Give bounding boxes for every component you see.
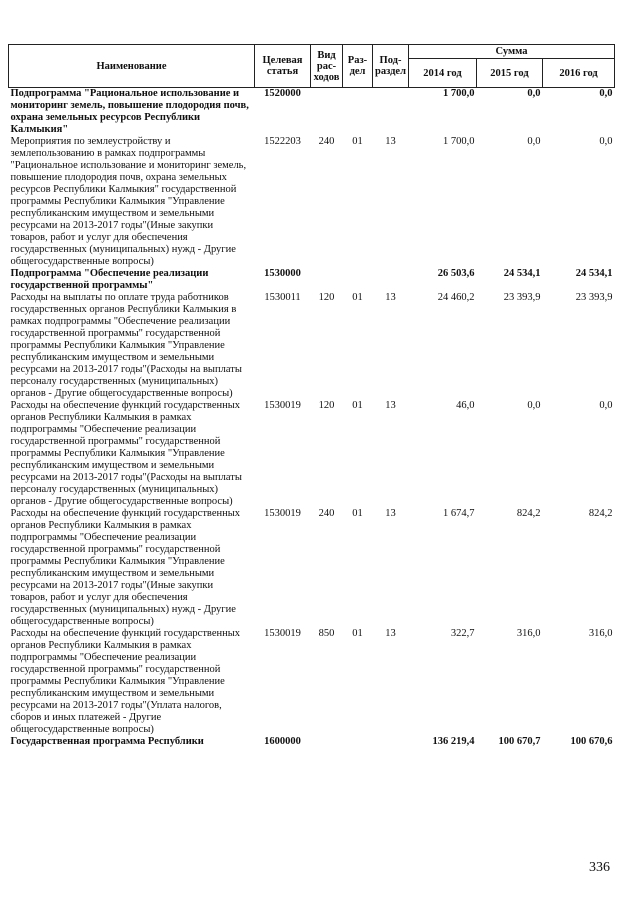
row-name: Мероприятия по землеустройству и землепользованию в рамках подпрограммы "Рациональное использование и мониторинг земель, повышение плодородия почв, охрана земельных ресурсов Республики Калмыкия" государственной программы Республики Калмыкия "Управление республиканским имуществом и земельными ресурсами на 2013-2017 годы"(Иные закупки товаров, работ и услуг для обеспечения государственных (муниципальных) нужд - Другие общегосударственные вопросы) <box>10 136 247 267</box>
table-row <box>9 136 615 268</box>
row-section <box>343 736 373 748</box>
row-amount-2016: 316,0 <box>588 628 613 639</box>
row-amount-2014: 24 460,2 <box>437 292 475 303</box>
row-amount-2014: 322,7 <box>450 628 475 639</box>
row-amount-2015: 100 670,7 <box>498 736 541 747</box>
row-amount-2015: 824,2 <box>516 508 541 519</box>
row-section: 01 <box>352 628 363 639</box>
row-expense-type <box>311 88 343 137</box>
table-row <box>9 508 615 628</box>
row-expense-type: 850 <box>318 628 335 639</box>
row-amount-2014: 1 700,0 <box>443 88 475 99</box>
row-amount-2016: 0,0 <box>599 136 613 147</box>
row-expense-type: 240 <box>318 136 335 147</box>
row-expense-type: 240 <box>318 508 335 519</box>
table-row <box>9 292 615 400</box>
row-section <box>343 268 373 292</box>
row-amount-2015: 24 534,1 <box>503 268 541 279</box>
header-vid: Вид рас-ходов <box>311 45 343 88</box>
row-amount-2016: 23 393,9 <box>575 292 613 303</box>
header-article: Целевая статья <box>255 45 311 88</box>
row-subsection <box>373 88 409 137</box>
row-name: Расходы на выплаты по оплате труда работников государственных органов Республики Калмыкия в рамках подпрограммы "Обеспечение реализации государственной программы" государственной программы Республики Калмыкия "Управление республиканским имуществом и земельными ресурсами на 2013-2017 годы"(Расходы на выплаты персоналу государственных (муниципальных) органов - Другие общегосударственные вопросы) <box>10 292 242 399</box>
row-amount-2014: 136 219,4 <box>432 736 475 747</box>
row-amount-2016: 0,0 <box>599 400 613 411</box>
row-amount-2014: 1 700,0 <box>443 136 475 147</box>
row-expense-type: 120 <box>318 400 335 411</box>
table-row <box>9 736 615 748</box>
row-expense-type: 120 <box>318 292 335 303</box>
row-code: 1530000 <box>264 268 301 279</box>
row-amount-2015: 0,0 <box>527 136 541 147</box>
table-header-row <box>9 45 615 59</box>
header-year-2015: 2015 год <box>477 59 543 88</box>
row-amount-2016: 24 534,1 <box>575 268 613 279</box>
row-code: 1522203 <box>264 136 301 147</box>
row-name: Расходы на обеспечение функций государственных органов Республики Калмыкия в рамках подпрограммы "Обеспечение реализации государственной программы" государственной программы Республики Калмыкия "Управление республиканским имуществом и земельными ресурсами на 2013-2017 годы"(Уплата налогов, сборов и иных платежей - Другие общегосударственные вопросы) <box>10 628 241 735</box>
row-subsection: 13 <box>385 508 396 519</box>
header-year-2014: 2014 год <box>409 59 477 88</box>
row-section: 01 <box>352 508 363 519</box>
row-section: 01 <box>352 292 363 303</box>
row-name: Государственная программа Республики <box>10 736 204 747</box>
header-podrazdel: Под-раздел <box>373 45 409 88</box>
row-amount-2015: 0,0 <box>527 400 541 411</box>
row-name: Расходы на обеспечение функций государственных органов Республики Калмыкия в рамках подпрограммы "Обеспечение реализации государственной программы" государственной программы Республики Калмыкия "Управление республиканским имуществом и земельными ресурсами на 2013-2017 годы"(Расходы на выплаты персоналу государственных (муниципальных) органов - Другие общегосударственные вопросы) <box>10 400 242 507</box>
budget-table <box>8 44 615 748</box>
table-row <box>9 628 615 736</box>
row-section: 01 <box>352 136 363 147</box>
row-code: 1530019 <box>264 400 301 411</box>
row-subsection <box>373 268 409 292</box>
row-section <box>343 88 373 137</box>
row-code: 1530019 <box>264 508 301 519</box>
row-subsection: 13 <box>385 400 396 411</box>
row-code: 1530019 <box>264 628 301 639</box>
row-amount-2014: 26 503,6 <box>437 268 475 279</box>
row-amount-2016: 0,0 <box>599 88 613 99</box>
row-amount-2015: 23 393,9 <box>503 292 541 303</box>
row-expense-type <box>311 268 343 292</box>
row-code: 1530011 <box>264 292 301 303</box>
page-number: 336 <box>589 860 610 875</box>
row-code: 1520000 <box>264 88 301 99</box>
row-subsection: 13 <box>385 136 396 147</box>
row-section: 01 <box>352 400 363 411</box>
row-amount-2016: 100 670,6 <box>570 736 613 747</box>
row-code: 1600000 <box>264 736 301 747</box>
table-body <box>9 88 615 749</box>
row-subsection: 13 <box>385 292 396 303</box>
header-sum: Сумма <box>409 45 615 59</box>
table-row <box>9 268 615 292</box>
row-amount-2014: 46,0 <box>456 400 475 411</box>
table-row <box>9 400 615 508</box>
row-name: Подпрограмма "Рациональное использование и мониторинг земель, повышение плодородия почв, охрана земельных ресурсов Республики Калмыкия" <box>10 88 249 135</box>
row-name: Расходы на обеспечение функций государственных органов Республики Калмыкия в рамках подпрограммы "Обеспечение реализации государственной программы" государственной программы Республики Калмыкия "Управление республиканским имуществом и земельными ресурсами на 2013-2017 годы"(Иные закупки товаров, работ и услуг для обеспечения государственных (муниципальных) нужд - Другие общегосударственные вопросы) <box>10 508 241 627</box>
row-amount-2015: 0,0 <box>527 88 541 99</box>
row-amount-2015: 316,0 <box>516 628 541 639</box>
header-razdel: Раз-дел <box>343 45 373 88</box>
row-expense-type <box>311 736 343 748</box>
header-year-2016: 2016 год <box>543 59 615 88</box>
header-name: Наименование <box>9 45 255 88</box>
row-amount-2014: 1 674,7 <box>443 508 475 519</box>
row-subsection <box>373 736 409 748</box>
table-row <box>9 88 615 137</box>
row-name: Подпрограмма "Обеспечение реализации государственной программы" <box>10 268 209 291</box>
row-amount-2016: 824,2 <box>588 508 613 519</box>
row-subsection: 13 <box>385 628 396 639</box>
